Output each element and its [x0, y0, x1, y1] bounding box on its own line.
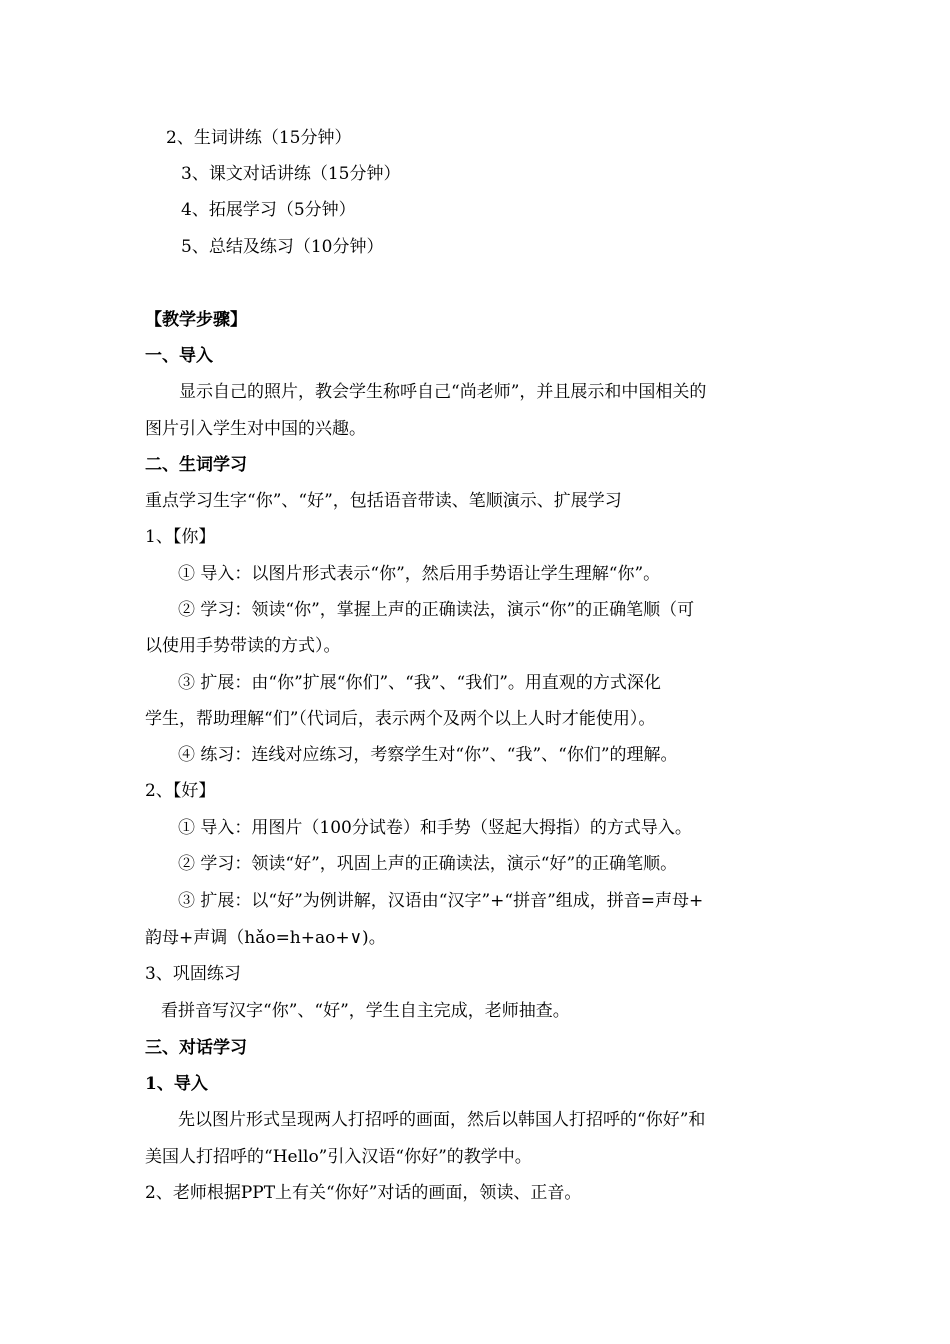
section-heading-vocabulary: 二、生词学习	[145, 455, 247, 475]
subheading-hao: 2、【好】	[145, 781, 216, 801]
list-item: ③ 扩展：以“好”为例讲解，汉语由“汉字”+“拼音”组成，拼音=声母+	[178, 891, 704, 911]
dialogue-step-2: 2、老师根据PPT上有关“你好”对话的画面，领读、正音。	[145, 1183, 582, 1203]
paragraph-line: 先以图片形式呈现两人打招呼的画面，然后以韩国人打招呼的“你好”和	[178, 1110, 706, 1130]
outline-item-3: 3、课文对话讲练（15分钟）	[181, 164, 401, 184]
list-item: ② 学习：领读“好”，巩固上声的正确读法，演示“好”的正确笔顺。	[178, 854, 678, 874]
list-item: ① 导入：以图片形式表示“你”，然后用手势语让学生理解“你”。	[178, 564, 661, 584]
paragraph-line: 图片引入学生对中国的兴趣。	[145, 419, 366, 439]
list-item: ③ 扩展：由“你”扩展“你们”、“我”、“我们”。用直观的方式深化	[178, 673, 661, 693]
list-item: ④ 练习：连线对应练习，考察学生对“你”、“我”、“你们”的理解。	[178, 745, 678, 765]
outline-item-4: 4、拓展学习（5分钟）	[181, 200, 356, 220]
list-item-continuation: 学生，帮助理解“们”（代词后，表示两个及两个以上人时才能使用）。	[145, 709, 656, 729]
section-heading-dialogue: 三、对话学习	[145, 1038, 247, 1058]
outline-item-2: 2、生词讲练（15分钟）	[166, 128, 352, 148]
paragraph-line: 显示自己的照片，教会学生称呼自己“尚老师”，并且展示和中国相关的	[179, 382, 707, 402]
section-heading-intro: 一、导入	[145, 346, 213, 366]
steps-heading: 【教学步骤】	[145, 310, 247, 330]
vocabulary-intro: 重点学习生字“你”、“好”，包括语音带读、笔顺演示、扩展学习	[145, 491, 622, 511]
list-item: ① 导入：用图片（100分试卷）和手势（竖起大拇指）的方式导入。	[178, 818, 692, 838]
paragraph-line: 美国人打招呼的“Hello”引入汉语“你好”的教学中。	[145, 1147, 532, 1167]
subheading-dialogue-intro: 1、导入	[145, 1074, 208, 1094]
subheading-ni: 1、【你】	[145, 527, 216, 547]
list-item: ② 学习：领读“你”，掌握上声的正确读法，演示“你”的正确笔顺（可	[178, 600, 695, 620]
list-item-continuation: 韵母+声调（hǎo=h+ao+∨)。	[145, 928, 386, 948]
list-item-continuation: 以使用手势带读的方式）。	[145, 636, 341, 656]
subheading-practice: 3、巩固练习	[145, 964, 241, 984]
practice-text: 看拼音写汉字“你”、“好”，学生自主完成，老师抽查。	[161, 1001, 570, 1021]
outline-item-5: 5、总结及练习（10分钟）	[181, 237, 384, 257]
